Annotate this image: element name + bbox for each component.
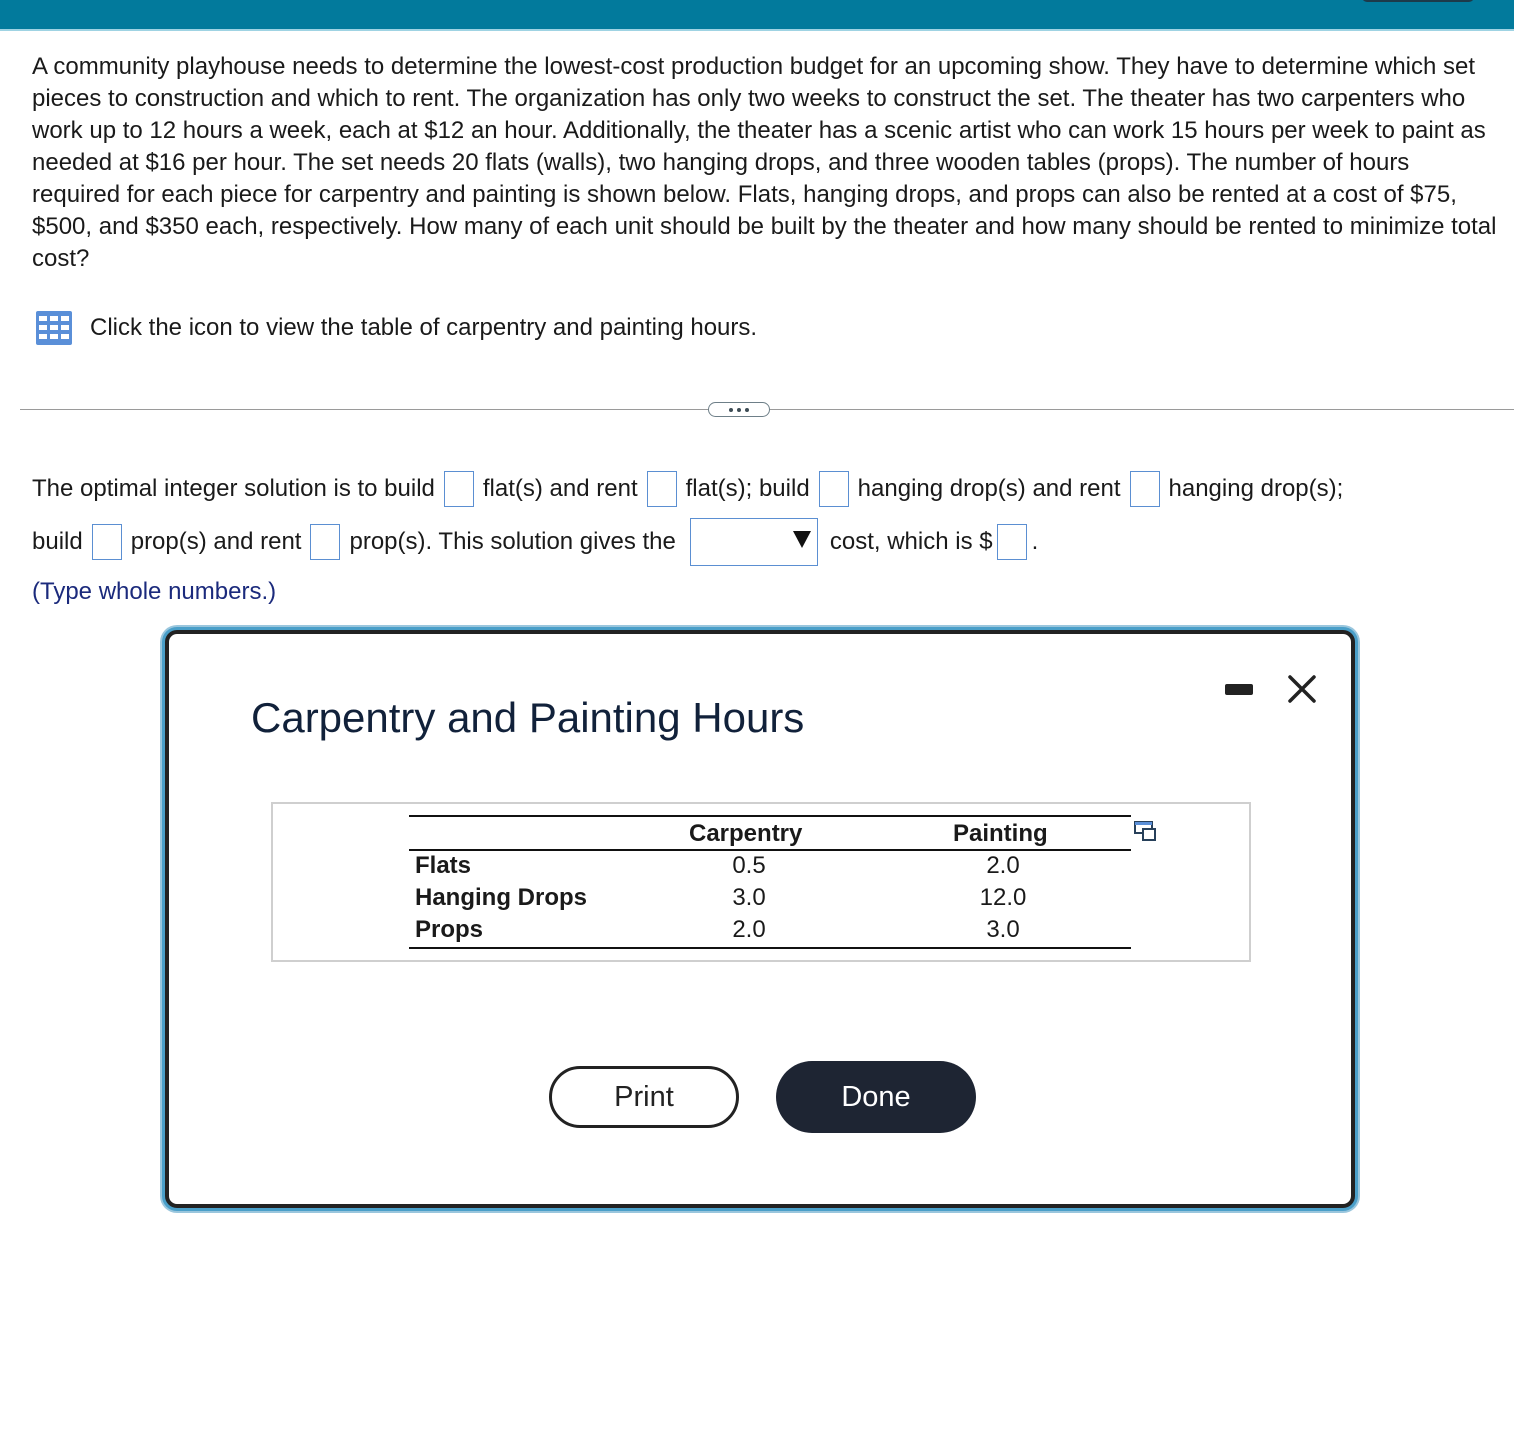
cell-flats-painting: 2.0 — [986, 852, 1020, 879]
cell-props-carpentry: 2.0 — [732, 916, 766, 943]
rent-props-input[interactable] — [310, 524, 340, 560]
table-hint — [36, 311, 757, 345]
answer-text: prop(s) and rent — [130, 528, 302, 555]
row-label-flats: Flats — [415, 852, 472, 879]
question-text: A community playhouse needs to determine the lowest-cost production budget for an upcoming show. They have to determine which set pieces to construction and which to rent. The organization has only two weeks to construct the set. The theater has two carpenters who work up to 12 hours a week, each at $12 an hour. Additionally, the theater has a scenic artist who can work 15 hours per week to paint as needed at $16 per hour. The set needs 20 flats (walls), two hanging drops, and three wooden tables (props). The number of hours required for each piece for carpentry and painting is shown below. Flats, hanging drops, and props can also be rented at a cost of $75, $500, and $350 each, respectively. How many of each unit should be built by the theater and how many should be rented to minimize total cost? — [32, 53, 1497, 272]
table-bottom-rule — [409, 947, 1131, 949]
header-carpentry: Carpentry — [689, 820, 803, 847]
answer-text: flat(s); build — [685, 475, 810, 502]
cost-type-dropdown[interactable] — [690, 518, 818, 566]
table-top-rule — [409, 815, 1131, 817]
cell-flats-carpentry: 0.5 — [732, 852, 766, 879]
build-props-input[interactable] — [92, 524, 122, 560]
ellipsis-dot-icon — [729, 408, 733, 412]
cell-drops-painting: 12.0 — [979, 884, 1027, 911]
answer-section — [32, 470, 1502, 608]
copy-icon[interactable] — [1134, 821, 1158, 843]
hours-dialog — [165, 630, 1355, 1208]
rent-drops-input[interactable] — [1130, 471, 1160, 507]
row-label-hanging-drops: Hanging Drops — [415, 884, 587, 911]
answer-note: (Type whole numbers.) — [32, 578, 277, 605]
ellipsis-dot-icon — [745, 408, 749, 412]
more-options-button[interactable] — [708, 402, 770, 417]
row-label-props: Props — [415, 916, 484, 943]
answer-text: build — [32, 528, 83, 555]
answer-text: hanging drop(s) and rent — [857, 475, 1121, 502]
header-painting: Painting — [953, 820, 1048, 847]
answer-text: cost, which is $ — [829, 528, 993, 555]
answer-text: prop(s). This solution gives the — [349, 528, 676, 555]
total-cost-input[interactable] — [997, 524, 1027, 560]
close-icon[interactable] — [1286, 673, 1318, 705]
answer-text: The optimal integer solution is to build — [32, 475, 435, 502]
answer-line-1 — [32, 470, 1502, 508]
answer-text: hanging drop(s); — [1168, 475, 1344, 502]
answer-text: . — [1031, 528, 1039, 555]
minimize-button[interactable] — [1225, 684, 1253, 695]
answer-text: flat(s) and rent — [482, 475, 638, 502]
ellipsis-dot-icon — [737, 408, 741, 412]
hint-text: Click the icon to view the table of carpentry and painting hours. — [90, 314, 758, 341]
print-button[interactable]: Print — [549, 1066, 739, 1128]
top-bar-tab[interactable] — [1362, 0, 1474, 2]
dialog-title: Carpentry and Painting Hours — [251, 694, 805, 741]
done-button[interactable]: Done — [776, 1061, 976, 1133]
cell-props-painting: 3.0 — [986, 916, 1020, 943]
cell-drops-carpentry: 3.0 — [732, 884, 766, 911]
answer-line-2 — [32, 518, 1502, 566]
rent-flats-input[interactable] — [647, 471, 677, 507]
top-bar — [0, 0, 1514, 29]
build-flats-input[interactable] — [444, 471, 474, 507]
hours-table — [271, 802, 1251, 962]
build-drops-input[interactable] — [819, 471, 849, 507]
top-bar-divider — [0, 29, 1514, 31]
dropdown-arrow-icon — [793, 531, 811, 548]
table-icon[interactable] — [36, 311, 72, 345]
